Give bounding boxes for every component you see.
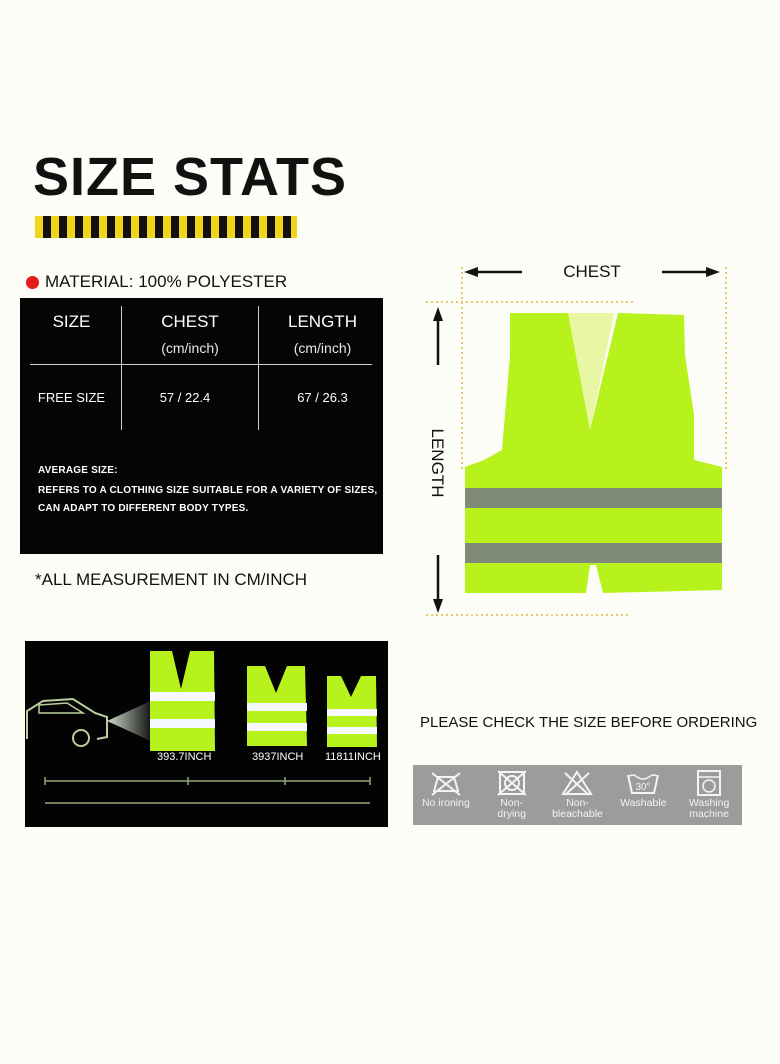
care-instructions <box>413 765 742 825</box>
care-item <box>678 765 740 820</box>
table-divider <box>121 306 122 430</box>
care-item <box>415 765 477 809</box>
column-header-chest: CHEST <box>161 312 219 331</box>
care-label: Non- bleachable <box>552 797 603 821</box>
reflective-band <box>465 543 722 563</box>
distance-label: 393.7INCH <box>157 751 212 763</box>
cell-size: FREE SIZE <box>37 390 106 405</box>
length-label: LENGTH <box>428 428 447 498</box>
table-divider <box>30 364 372 365</box>
material-text: MATERIAL: 100% POLYESTER <box>45 272 288 291</box>
non-drying-icon <box>494 769 530 797</box>
small-vest-icon <box>247 666 307 746</box>
cell-chest: 57 / 22.4 <box>159 390 211 405</box>
column-unit-chest: (cm/inch) <box>161 340 219 356</box>
column-header-size: SIZE <box>52 312 91 331</box>
cell-length: 67 / 26.3 <box>297 390 348 405</box>
measurement-note: *ALL MEASUREMENT IN CM/INCH <box>35 570 308 589</box>
care-label: Washing machine <box>688 797 730 821</box>
care-item <box>612 765 674 809</box>
column-unit-length: (cm/inch) <box>293 340 352 356</box>
note-title: AVERAGE SIZE: <box>38 465 118 476</box>
distance-label: 3937INCH <box>252 751 304 763</box>
washable-30-icon <box>625 769 661 797</box>
reflective-band <box>465 488 722 508</box>
table-divider <box>258 306 259 430</box>
note-line: REFERS TO A CLOTHING SIZE SUITABLE FOR A VARIETY OF SIZES, <box>38 485 378 496</box>
hazard-stripe <box>35 216 297 238</box>
note-line: CAN ADAPT TO DIFFERENT BODY TYPES. <box>38 503 249 514</box>
small-vest-icon <box>327 676 377 747</box>
page-title: SIZE STATS <box>33 147 348 207</box>
check-size-note: PLEASE CHECK THE SIZE BEFORE ORDERING <box>420 714 758 731</box>
care-label: Washable <box>620 797 667 809</box>
care-label: No ironing <box>421 797 470 809</box>
column-header-length: LENGTH <box>288 312 357 331</box>
distance-label: 11811INCH <box>325 751 381 763</box>
non-bleachable-icon <box>559 769 595 797</box>
vest-diagram <box>418 255 738 625</box>
visibility-illustration <box>25 641 388 827</box>
washing-machine-icon <box>691 769 727 797</box>
material-line <box>26 272 287 292</box>
care-label: Non- drying <box>497 797 526 821</box>
chest-label: CHEST <box>563 262 621 281</box>
small-vest-icon <box>150 651 215 751</box>
wash-temperature: 30° <box>635 782 651 793</box>
headlight-beam <box>107 699 155 743</box>
size-table <box>20 298 383 554</box>
care-item <box>546 765 608 820</box>
bullet-dot-icon <box>26 276 39 289</box>
care-item <box>481 765 543 820</box>
car-icon <box>27 699 107 746</box>
no-ironing-icon <box>428 769 464 797</box>
